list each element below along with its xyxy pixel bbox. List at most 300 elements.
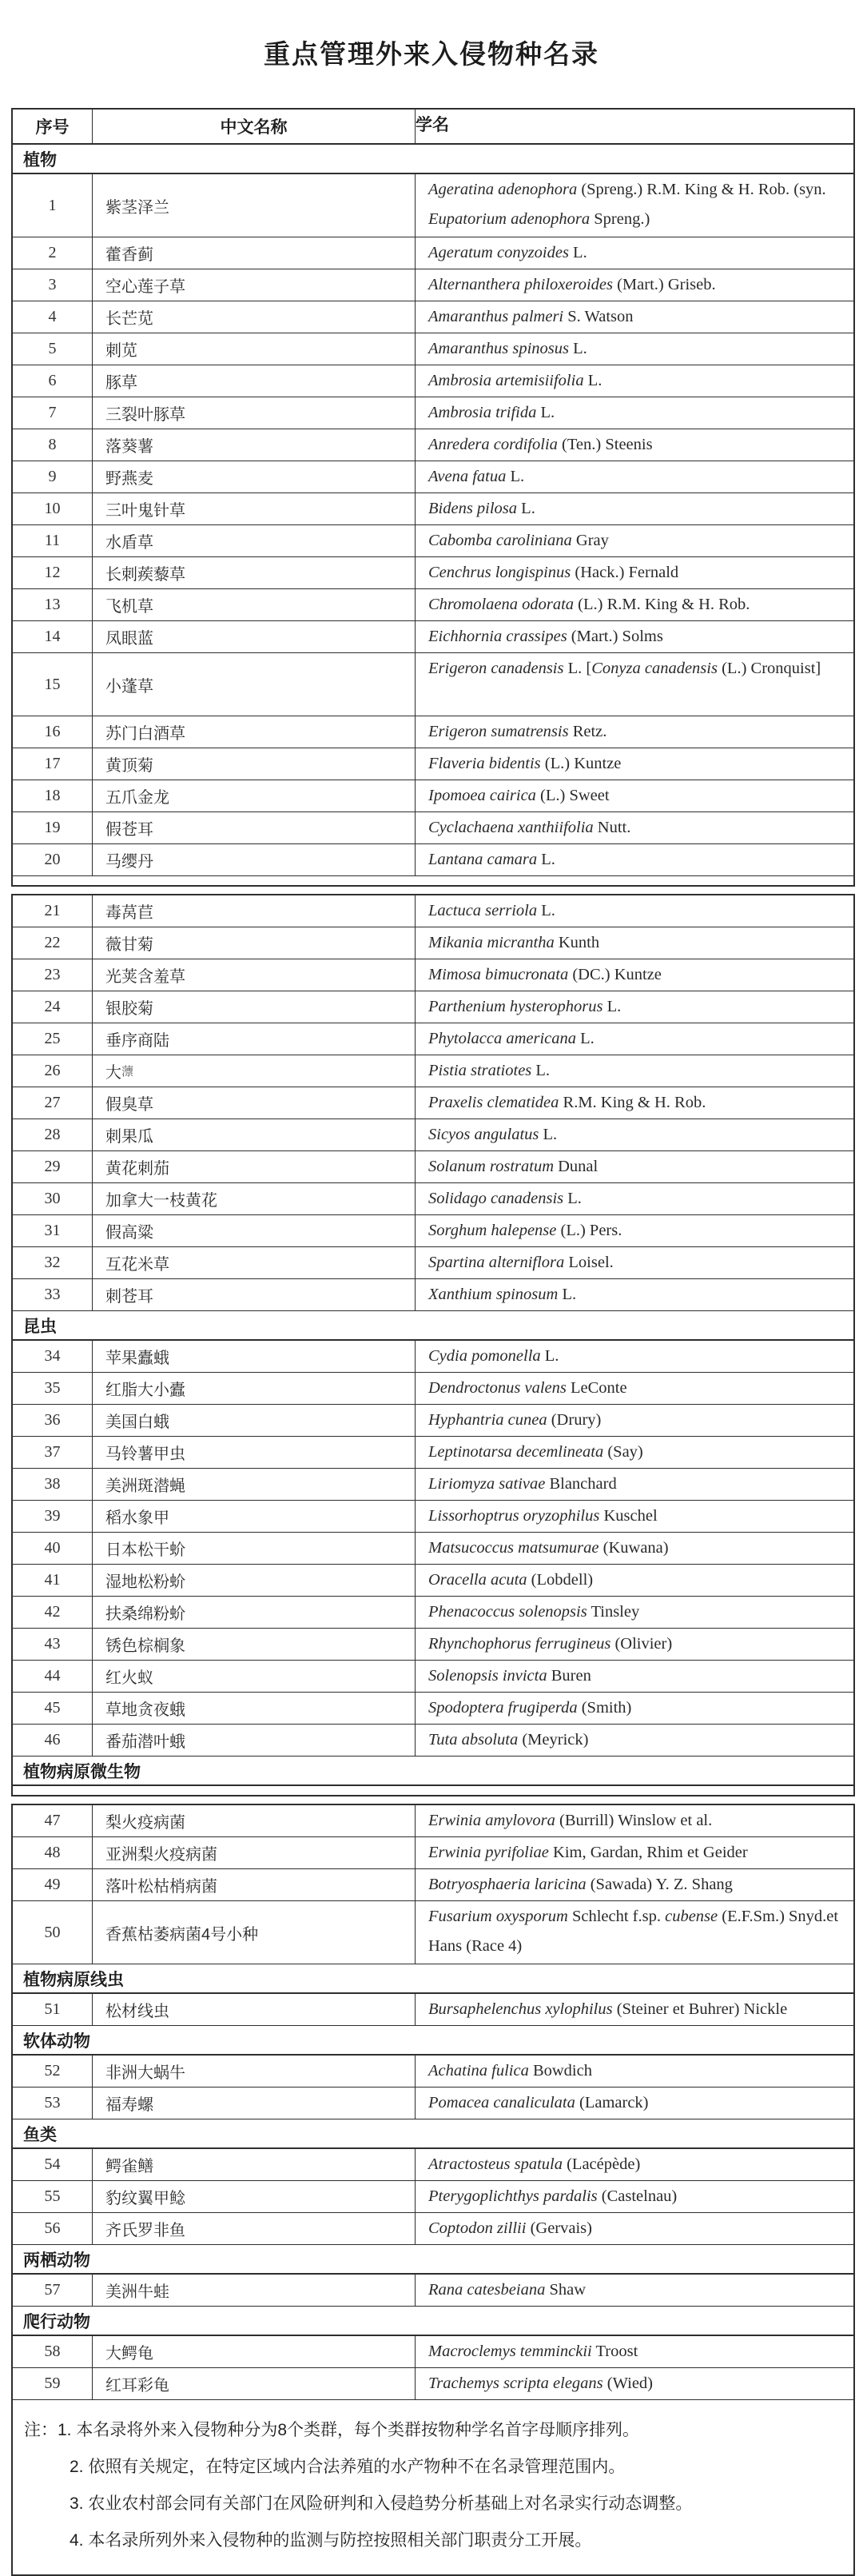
text-segment: 大 — [105, 1064, 121, 1082]
row-number-cell: 46 — [13, 1725, 93, 1756]
text-segment: (Wied) — [603, 2375, 654, 2392]
table-row — [11, 1279, 855, 1311]
table-row — [11, 397, 855, 429]
chinese-name-cell: 长刺蒺藜草 — [93, 557, 416, 588]
chinese-name-cell: 番茄潜叶蛾 — [93, 1725, 416, 1756]
table-row — [11, 2181, 855, 2213]
text-segment: L. — [563, 1190, 582, 1207]
scientific-name-cell — [416, 1533, 853, 1564]
scientific-name-cell — [416, 991, 853, 1023]
table-row — [11, 1597, 855, 1629]
scientific-name-cell — [416, 1373, 853, 1404]
scientific-name-italic-segment: Phytolacca americana — [428, 1030, 577, 1047]
scientific-name-cell — [416, 1869, 853, 1900]
note-text: 3. 农业农村部会同有关部门在风险研判和入侵趋势分析基础上对名录实行动态调整。 — [70, 2494, 693, 2513]
table-row — [11, 493, 855, 525]
section-label: 植物病原微生物 — [23, 1762, 141, 1781]
scientific-name-italic-segment: Ageratum conyzoides — [428, 244, 569, 261]
text-segment: (Sawada) Y. Z. Shang — [586, 1876, 733, 1893]
species-table — [11, 108, 855, 2576]
scientific-name-italic-segment: Liriomyza sativae — [428, 1475, 546, 1493]
scientific-name-italic-segment: Pterygoplichthys pardalis — [428, 2187, 598, 2205]
scientific-name-italic-segment: Solidago canadensis — [428, 1190, 564, 1207]
scientific-name-cell — [416, 1469, 853, 1500]
chinese-name-cell: 亚洲梨火疫病菌 — [93, 1837, 416, 1868]
chinese-name-cell: 扶桑绵粉蚧 — [93, 1597, 416, 1628]
scientific-name-cell — [416, 1994, 853, 2025]
scientific-name-cell — [416, 1661, 853, 1692]
chinese-name-cell: 假臭草 — [93, 1087, 416, 1119]
section-label: 爬行动物 — [23, 2312, 90, 2331]
scientific-name-cell — [416, 959, 853, 991]
section-header-row — [11, 1964, 855, 1994]
row-number-cell: 32 — [13, 1247, 93, 1278]
row-number-cell: 56 — [13, 2213, 93, 2244]
table-body — [11, 145, 855, 2400]
row-number-cell: 59 — [13, 2368, 93, 2399]
chinese-name-cell: 马铃薯甲虫 — [93, 1437, 416, 1468]
chinese-name-cell: 刺苋 — [93, 333, 416, 365]
text-segment: Kuschel — [599, 1507, 658, 1525]
chinese-name-cell: 野燕麦 — [93, 461, 416, 492]
text-segment: L. — [568, 340, 587, 357]
chinese-name-cell: 长芒苋 — [93, 301, 416, 333]
table-row — [11, 1501, 855, 1533]
text-segment: (Steiner et Buhrer) Nickle — [612, 2000, 788, 2018]
scientific-name-cell — [416, 895, 853, 927]
scientific-name-cell — [416, 1247, 853, 1278]
table-row — [11, 1055, 855, 1087]
text-segment: (Lobdell) — [527, 1571, 594, 1589]
scientific-name-italic-segment: Tuta absoluta — [428, 1731, 519, 1749]
table-row — [11, 812, 855, 844]
section-header-row — [11, 2119, 855, 2149]
column-header-scientific-name: 学名 — [416, 116, 449, 134]
scientific-name-cell — [416, 1565, 853, 1596]
chinese-name-cell: 五爪金龙 — [93, 780, 416, 811]
row-number-cell: 17 — [13, 748, 93, 780]
scientific-name-cell — [416, 429, 853, 461]
chinese-name-cell: 湿地松粉蚧 — [93, 1565, 416, 1596]
scientific-name-italic-segment: Flaveria bidentis — [428, 755, 541, 772]
row-number-cell: 8 — [13, 429, 93, 461]
table-row — [11, 589, 855, 621]
table-row — [11, 2088, 855, 2119]
chinese-name-cell: 苏门白酒草 — [93, 716, 416, 748]
chinese-name-cell: 光荚含羞草 — [93, 959, 416, 991]
table-row — [11, 1341, 855, 1373]
scientific-name-cell — [416, 589, 853, 620]
scientific-name-italic-segment: Rana catesbeiana — [428, 2281, 546, 2299]
row-number-cell: 14 — [13, 621, 93, 652]
scientific-name-italic-segment: Avena fatua — [428, 468, 507, 485]
chinese-name-cell: 红脂大小蠹 — [93, 1373, 416, 1404]
scientific-name-italic-segment: Cyclachaena xanthiifolia — [428, 819, 594, 836]
page-break-gap — [11, 1796, 855, 1804]
scientific-name-italic-segment: Eichhornia crassipes — [428, 628, 567, 645]
scientific-name-cell — [416, 716, 853, 748]
scientific-name-italic-segment: Pistia stratiotes — [428, 1062, 532, 1079]
chinese-name-cell: 日本松干蚧 — [93, 1533, 416, 1564]
text-segment: Retz. — [568, 723, 607, 740]
column-header-no: 序号 — [13, 110, 93, 143]
note-text: 4. 本名录所列外来入侵物种的监测与防控按照相关部门职责分工开展。 — [70, 2531, 592, 2550]
note-line — [24, 2493, 841, 2515]
row-number-cell: 19 — [13, 812, 93, 843]
row-number-cell: 28 — [13, 1119, 93, 1150]
scientific-name-italic-segment: Conyza canadensis — [591, 660, 718, 677]
chinese-name-cell: 落葵薯 — [93, 429, 416, 461]
scientific-name-italic-segment: Bidens pilosa — [428, 500, 518, 517]
scientific-name-cell — [416, 1725, 853, 1756]
text-segment: (L.) Pers. — [556, 1222, 622, 1239]
scientific-name-cell — [416, 2088, 853, 2119]
row-number-cell: 52 — [13, 2056, 93, 2087]
scientific-name-italic-segment: Spartina alterniflora — [428, 1254, 565, 1271]
chinese-name-cell: 黄花刺茄 — [93, 1151, 416, 1182]
table-row — [11, 1804, 855, 1837]
table-row — [11, 461, 855, 493]
row-number-cell: 51 — [13, 1994, 93, 2025]
page-break-gap — [11, 887, 855, 894]
scientific-name-italic-segment: Cydia pomonella — [428, 1347, 541, 1365]
scientific-name-italic-segment: Matsucoccus matsumurae — [428, 1539, 599, 1557]
row-number-cell: 21 — [13, 895, 93, 927]
scientific-name-cell — [416, 2149, 853, 2180]
table-row — [11, 1533, 855, 1565]
text-segment: (L.) R.M. King & H. Rob. — [574, 596, 750, 613]
scientific-name-cell — [416, 237, 853, 269]
text-segment: (Lamarck) — [575, 2094, 649, 2111]
note-line — [24, 2456, 841, 2478]
text-segment: (Say) — [603, 1443, 643, 1461]
scientific-name-cell — [416, 1405, 853, 1436]
text-segment: Bowdich — [528, 2062, 592, 2080]
table-row — [11, 1151, 855, 1183]
row-number-cell: 37 — [13, 1437, 93, 1468]
table-row — [11, 1994, 855, 2026]
table-row — [11, 269, 855, 301]
row-number-cell: 23 — [13, 959, 93, 991]
row-number-cell: 12 — [13, 557, 93, 588]
scientific-name-cell — [416, 1837, 853, 1868]
chinese-name-cell: 假高粱 — [93, 1215, 416, 1246]
table-row — [11, 894, 855, 927]
text-segment: Nutt. — [593, 819, 631, 836]
row-number-cell: 18 — [13, 780, 93, 811]
section-header-row — [11, 2307, 855, 2336]
scientific-name-italic-segment: Eupatorium adenophora — [428, 210, 591, 228]
chinese-name-cell: 互花米草 — [93, 1247, 416, 1278]
scientific-name-italic-segment: Anredera cordifolia — [428, 436, 558, 453]
table-row — [11, 557, 855, 589]
text-segment: L. — [539, 1126, 558, 1143]
row-number-cell: 6 — [13, 365, 93, 397]
scientific-name-italic-segment: Rhynchophorus ferrugineus — [428, 1635, 611, 1653]
table-row — [11, 301, 855, 333]
chinese-name-cell: 草地贪夜蛾 — [93, 1693, 416, 1724]
scientific-name-cell — [416, 844, 853, 875]
table-row — [11, 991, 855, 1023]
table-row — [11, 1119, 855, 1151]
row-number-cell: 20 — [13, 844, 93, 875]
row-number-cell: 33 — [13, 1279, 93, 1310]
row-number-cell: 41 — [13, 1565, 93, 1596]
text-segment: Tinsley — [587, 1603, 640, 1621]
scientific-name-italic-segment: Parthenium hysterophorus — [428, 998, 603, 1015]
scientific-name-cell — [416, 621, 853, 652]
table-row — [11, 1693, 855, 1725]
text-segment: L. — [576, 1030, 595, 1047]
row-number-cell: 4 — [13, 301, 93, 333]
scientific-name-italic-segment: Macroclemys temminckii — [428, 2343, 592, 2360]
scientific-name-italic-segment: Bursaphelenchus xylophilus — [428, 2000, 613, 2018]
scientific-name-italic-segment: Mikania micrantha — [428, 934, 555, 951]
row-number-cell: 15 — [13, 653, 93, 716]
chinese-name-cell: 落叶松枯梢病菌 — [93, 1869, 416, 1900]
table-row — [11, 1087, 855, 1119]
chinese-name-cell: 刺苍耳 — [93, 1279, 416, 1310]
row-number-cell: 42 — [13, 1597, 93, 1628]
chinese-name-cell: 凤眼蓝 — [93, 621, 416, 652]
row-number-cell: 16 — [13, 716, 93, 748]
table-row — [11, 653, 855, 716]
scientific-name-italic-segment: Phenacoccus solenopsis — [428, 1603, 587, 1621]
section-header-row — [11, 1757, 855, 1786]
scientific-name-italic-segment: Sicyos angulatus — [428, 1126, 539, 1143]
chinese-name-cell: 美国白蛾 — [93, 1405, 416, 1436]
chinese-name-cell: 福寿螺 — [93, 2088, 416, 2119]
table-row — [11, 1565, 855, 1597]
scientific-name-cell — [416, 301, 853, 333]
chinese-name-cell: 毒莴苣 — [93, 895, 416, 927]
text-segment: L. — [506, 468, 525, 485]
chinese-name-cell: 苹果蠹蛾 — [93, 1341, 416, 1372]
text-segment: Dunal — [554, 1158, 599, 1175]
scientific-name-italic-segment: cubense — [665, 1908, 718, 1925]
section-label: 两栖动物 — [23, 2251, 90, 2270]
note-line — [24, 2530, 841, 2552]
scientific-name-italic-segment: Pomacea canaliculata — [428, 2094, 575, 2111]
table-row — [11, 2336, 855, 2368]
text-segment: Kim, Gardan, Rhim et Geider — [548, 1844, 748, 1861]
table-row — [11, 621, 855, 653]
section-header-row — [11, 2026, 855, 2056]
page-bottom-stub-row — [11, 1786, 855, 1796]
row-number-cell: 1 — [13, 174, 93, 237]
scientific-name-italic-segment: Erwinia amylovora — [428, 1812, 555, 1829]
note-text: 2. 依照有关规定，在特定区域内合法养殖的水产物种不在名录管理范围内。 — [70, 2458, 626, 2476]
table-row — [11, 429, 855, 461]
text-segment: L. — [568, 244, 587, 261]
section-header-row — [11, 1311, 855, 1341]
chinese-name-cell: 水盾草 — [93, 525, 416, 556]
table-row — [11, 333, 855, 365]
scientific-name-italic-segment: Dendroctonus valens — [428, 1379, 567, 1397]
row-number-cell: 22 — [13, 927, 93, 959]
table-row — [11, 237, 855, 269]
chinese-name-cell: 锈色棕榈象 — [93, 1629, 416, 1660]
text-segment: (Ten.) Steenis — [557, 436, 653, 453]
text-segment: Blanchard — [545, 1475, 617, 1493]
scientific-name-cell — [416, 1055, 853, 1087]
text-segment: S. Watson — [563, 308, 634, 325]
chinese-name-cell: 刺果瓜 — [93, 1119, 416, 1150]
scientific-name-cell — [416, 812, 853, 843]
scientific-name-cell — [416, 1183, 853, 1214]
table-row — [11, 1023, 855, 1055]
chinese-name-cell: 豹纹翼甲鲶 — [93, 2181, 416, 2212]
section-label: 植物 — [23, 150, 57, 169]
chinese-name-cell — [93, 1055, 416, 1087]
scientific-name-italic-segment: Erwinia pyrifoliae — [428, 1844, 549, 1861]
scientific-name-cell — [416, 269, 853, 301]
table-row — [11, 2213, 855, 2245]
text-segment: Troost — [591, 2343, 638, 2360]
row-number-cell: 27 — [13, 1087, 93, 1119]
scientific-name-italic-segment: Alternanthera philoxeroides — [428, 276, 613, 293]
text-segment: (Smith) — [577, 1699, 632, 1717]
scientific-name-italic-segment: Cenchrus longispinus — [428, 564, 571, 581]
scientific-name-cell — [416, 493, 853, 524]
text-segment: (L.) Sweet — [535, 787, 610, 804]
chinese-name-cell: 飞机草 — [93, 589, 416, 620]
row-number-cell: 26 — [13, 1055, 93, 1087]
table-row — [11, 1373, 855, 1405]
scientific-name-cell — [416, 2056, 853, 2087]
row-number-cell: 40 — [13, 1533, 93, 1564]
table-row — [11, 748, 855, 780]
scientific-name-italic-segment: Erigeron sumatrensis — [428, 723, 569, 740]
section-header-row — [11, 145, 855, 174]
chinese-name-cell: 红火蚁 — [93, 1661, 416, 1692]
notes-prefix: 注： — [24, 2421, 58, 2439]
scientific-name-italic-segment: Ageratina adenophora — [428, 181, 578, 198]
text-segment: Gray — [571, 532, 609, 549]
table-row — [11, 1869, 855, 1901]
row-number-cell: 54 — [13, 2149, 93, 2180]
scientific-name-italic-segment: Cabomba caroliniana — [428, 532, 572, 549]
table-row — [11, 365, 855, 397]
scientific-name-cell — [416, 397, 853, 429]
section-label: 昆虫 — [23, 1317, 57, 1336]
text-segment: L. — [540, 1347, 559, 1365]
row-number-cell: 53 — [13, 2088, 93, 2119]
row-number-cell: 29 — [13, 1151, 93, 1182]
table-row — [11, 1629, 855, 1661]
chinese-name-cell: 马缨丹 — [93, 844, 416, 875]
scientific-name-cell — [416, 1693, 853, 1724]
text-segment: L. — [531, 1062, 551, 1079]
text-segment: (Hack.) Fernald — [571, 564, 679, 581]
text-segment: (Mart.) Solms — [567, 628, 663, 645]
scientific-name-cell — [416, 2368, 853, 2399]
text-segment: (Gervais) — [526, 2219, 592, 2237]
scientific-name-cell — [416, 1215, 853, 1246]
table-row — [11, 716, 855, 748]
row-number-cell: 25 — [13, 1023, 93, 1055]
text-segment: Shaw — [545, 2281, 587, 2299]
section-header-row — [11, 2245, 855, 2275]
scientific-name-italic-segment: Fusarium oxysporum — [428, 1908, 568, 1925]
table-row — [11, 1661, 855, 1693]
text-segment: (Drury) — [547, 1411, 602, 1429]
row-number-cell: 38 — [13, 1469, 93, 1500]
table-row — [11, 1837, 855, 1869]
scientific-name-cell — [416, 1901, 853, 1964]
chinese-name-cell: 加拿大一枝黄花 — [93, 1183, 416, 1214]
scientific-name-cell — [416, 2213, 853, 2244]
scientific-name-cell — [416, 461, 853, 492]
row-number-cell: 44 — [13, 1661, 93, 1692]
text-segment: Loisel. — [564, 1254, 614, 1271]
scientific-name-italic-segment: Leptinotarsa decemlineata — [428, 1443, 604, 1461]
row-number-cell: 55 — [13, 2181, 93, 2212]
chinese-name-cell: 薇甘菊 — [93, 927, 416, 959]
row-number-cell: 31 — [13, 1215, 93, 1246]
scientific-name-italic-segment: Trachemys scripta elegans — [428, 2375, 603, 2392]
scientific-name-italic-segment: Solanum rostratum — [428, 1158, 554, 1175]
row-number-cell: 39 — [13, 1501, 93, 1532]
table-row — [11, 927, 855, 959]
scientific-name-italic-segment: Achatina fulica — [428, 2062, 529, 2080]
text-segment: L. — [558, 1286, 577, 1303]
text-segment: R.M. King & H. Rob. — [559, 1094, 706, 1111]
scientific-name-italic-segment: Ambrosia artemisiifolia — [428, 372, 584, 389]
row-number-cell: 9 — [13, 461, 93, 492]
row-number-cell: 47 — [13, 1805, 93, 1836]
scientific-name-cell — [416, 365, 853, 397]
table-row — [11, 1215, 855, 1247]
text-segment: Buren — [547, 1667, 591, 1685]
row-number-cell: 10 — [13, 493, 93, 524]
row-number-cell: 57 — [13, 2275, 93, 2306]
chinese-name-cell: 鳄雀鳝 — [93, 2149, 416, 2180]
scientific-name-italic-segment: Amaranthus palmeri — [428, 308, 564, 325]
table-row — [11, 174, 855, 237]
chinese-name-cell: 藿香蓟 — [93, 237, 416, 269]
chinese-name-cell: 美洲牛蛙 — [93, 2275, 416, 2306]
text-segment: 薸 — [121, 1065, 134, 1079]
chinese-name-cell: 大鳄龟 — [93, 2336, 416, 2367]
scientific-name-cell — [416, 1501, 853, 1532]
chinese-name-cell: 香蕉枯萎病菌4号小种 — [93, 1901, 416, 1964]
scientific-name-italic-segment: Lissorhoptrus oryzophilus — [428, 1507, 600, 1525]
text-segment: L. — [536, 404, 555, 421]
scientific-name-italic-segment: Sorghum halepense — [428, 1222, 557, 1239]
scientific-name-italic-segment: Lantana camara — [428, 851, 538, 868]
text-segment: (Castelnau) — [597, 2187, 678, 2205]
text-segment: L. — [537, 851, 555, 868]
text-segment: (DC.) Kuntze — [568, 966, 662, 983]
note-line — [24, 2419, 841, 2442]
scientific-name-cell — [416, 1023, 853, 1055]
table-row — [11, 2056, 855, 2088]
text-segment: LeConte — [566, 1379, 627, 1397]
scientific-name-cell — [416, 333, 853, 365]
scientific-name-cell — [416, 525, 853, 556]
scientific-name-italic-segment: Ipomoea cairica — [428, 787, 536, 804]
table-row — [11, 1247, 855, 1279]
scientific-name-italic-segment: Coptodon zillii — [428, 2219, 527, 2237]
row-number-cell: 58 — [13, 2336, 93, 2367]
row-number-cell: 34 — [13, 1341, 93, 1372]
table-row — [11, 1469, 855, 1501]
column-header-chinese-name: 中文名称 — [93, 110, 416, 143]
chinese-name-cell: 稻水象甲 — [93, 1501, 416, 1532]
text-segment: Kunth — [554, 934, 600, 951]
section-label: 鱼类 — [23, 2125, 57, 2144]
